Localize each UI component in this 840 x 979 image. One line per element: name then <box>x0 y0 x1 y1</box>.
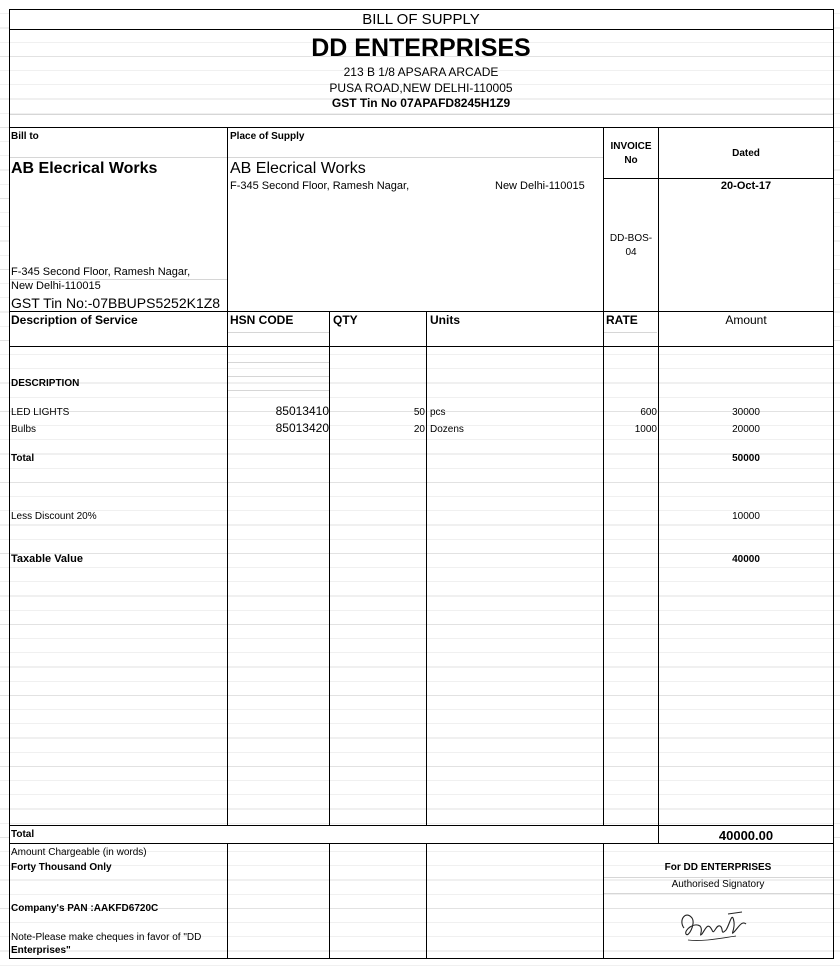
invoice-no-value-line2: 04 <box>625 247 637 258</box>
col-header-units: Units <box>430 313 460 327</box>
bill-to-address-line1: F-345 Second Floor, Ramesh Nagar, <box>11 266 191 278</box>
company-gst-tin: GST Tin No 07APAFD8245H1Z9 <box>331 96 511 110</box>
company-address-line1: 213 B 1/8 APSARA ARCADE <box>343 65 499 79</box>
item-description: Bulbs <box>11 424 37 435</box>
bill-to-name: AB Elecrical Works <box>11 160 158 177</box>
for-company-label: For DD ENTERPRISES <box>664 862 772 873</box>
item-amount: 20000 <box>732 424 760 435</box>
cheque-note-line2: Enterprises" <box>11 945 71 956</box>
taxable-value-label: Taxable Value <box>11 553 83 565</box>
discount-label: Less Discount 20% <box>11 511 97 522</box>
col-header-rate: RATE <box>606 313 638 327</box>
item-units: Dozens <box>430 424 464 435</box>
document-title: BILL OF SUPPLY <box>362 11 480 28</box>
dated-value: 20-Oct-17 <box>720 180 772 192</box>
col-header-hsn: HSN CODE <box>230 313 294 327</box>
col-header-description: Description of Service <box>11 313 138 327</box>
col-header-qty: QTY <box>333 313 358 327</box>
subtotal-value: 50000 <box>732 453 760 464</box>
dated-label: Dated <box>732 148 760 159</box>
bill-to-label: Bill to <box>11 131 39 142</box>
item-qty: 20 <box>413 424 425 435</box>
place-of-supply-city: New Delhi-110015 <box>495 180 585 192</box>
taxable-value: 40000 <box>732 554 760 565</box>
item-rate: 1000 <box>634 424 657 435</box>
item-amount: 30000 <box>732 407 760 418</box>
section-label-description: DESCRIPTION <box>11 378 80 389</box>
place-of-supply-name: AB Elecrical Works <box>230 160 366 177</box>
cheque-note-line1: Note-Please make cheques in favor of "DD <box>11 932 202 943</box>
item-hsn: 85013410 <box>275 404 329 418</box>
amount-in-words: Forty Thousand Only <box>11 862 112 873</box>
place-of-supply-label: Place of Supply <box>230 131 305 142</box>
company-pan: Company's PAN :AAKFD6720C <box>11 903 159 914</box>
company-address-line2: PUSA ROAD,NEW DELHI-110005 <box>329 81 513 95</box>
place-of-supply-address: F-345 Second Floor, Ramesh Nagar, <box>230 180 410 192</box>
subtotal-label: Total <box>11 453 35 464</box>
col-header-amount: Amount <box>725 313 767 327</box>
invoice-no-label-line1: INVOICE <box>610 141 652 152</box>
grand-total-label: Total <box>11 829 35 840</box>
item-hsn: 85013420 <box>275 421 329 435</box>
grand-total-value: 40000.00 <box>718 828 774 843</box>
item-description: LED LIGHTS <box>11 407 70 418</box>
item-rate: 600 <box>640 407 657 418</box>
bill-to-address-line2: New Delhi-110015 <box>11 280 101 292</box>
invoice-no-value-line1: DD-BOS- <box>609 233 653 244</box>
authorised-signatory-label: Authorised Signatory <box>671 879 765 890</box>
company-name: DD ENTERPRISES <box>311 34 531 62</box>
signature-image <box>672 900 752 950</box>
discount-value: 10000 <box>732 511 760 522</box>
bill-to-gst-tin: GST Tin No:-07BBUPS5252K1Z8 <box>11 295 221 311</box>
item-qty: 50 <box>413 407 425 418</box>
invoice-no-label-line2: No <box>624 155 638 166</box>
item-units: pcs <box>430 407 446 418</box>
amount-in-words-label: Amount Chargeable (in words) <box>11 847 147 858</box>
